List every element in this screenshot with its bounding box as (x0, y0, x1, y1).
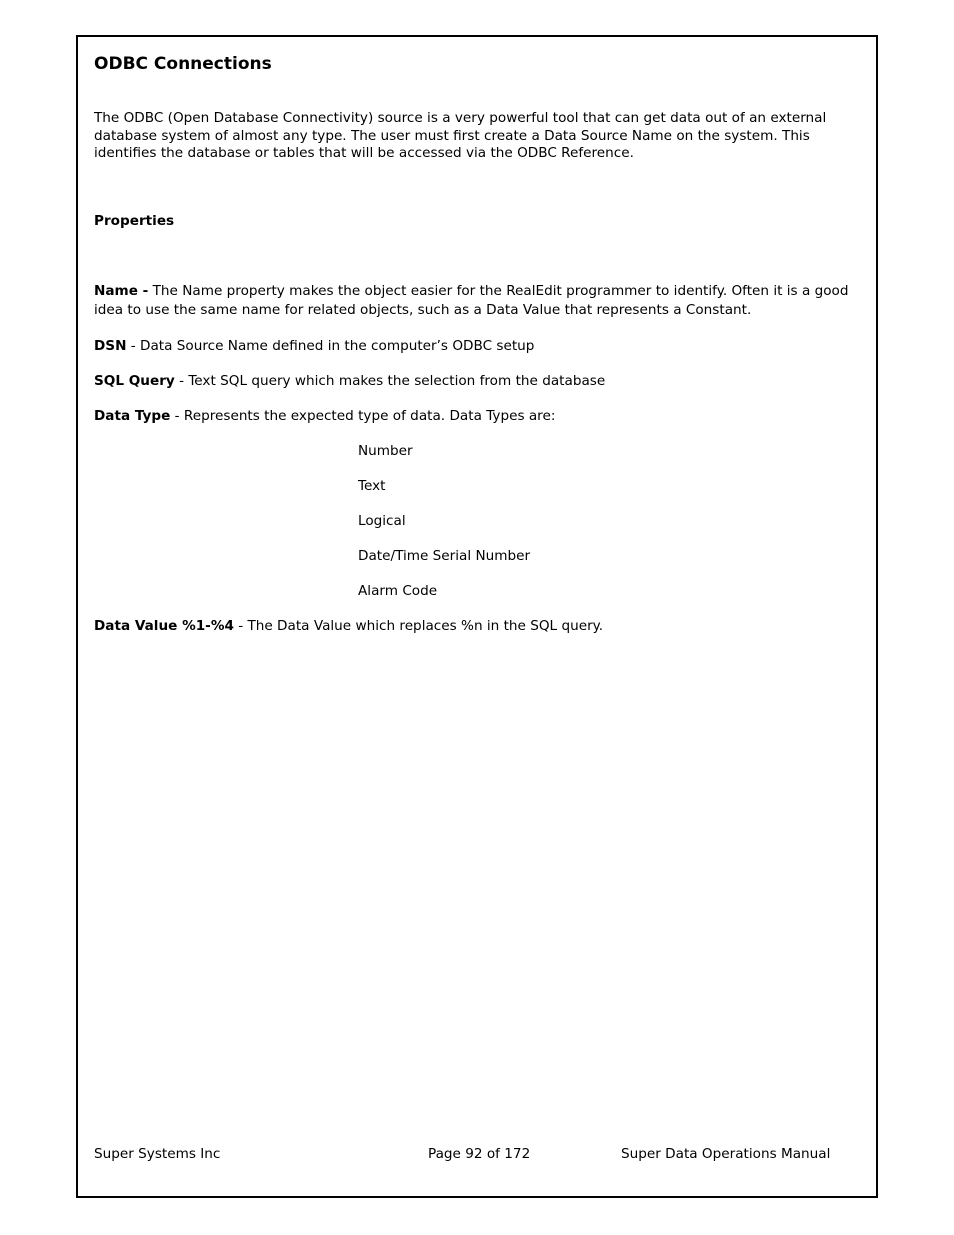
data-type-item: Logical (358, 513, 406, 529)
property-sql-query-text: - Text SQL query which makes the selection from the database (174, 373, 606, 389)
data-type-item: Number (358, 443, 413, 459)
property-dsn-label: DSN (94, 338, 127, 354)
footer-page-number: Page 92 of 172 (428, 1146, 531, 1162)
footer-manual-title: Super Data Operations Manual (621, 1146, 831, 1162)
property-data-type (94, 407, 858, 426)
data-type-list (358, 442, 530, 617)
property-data-value-text: - The Data Value which replaces %n in the SQL query. (233, 618, 604, 634)
property-dsn (94, 337, 858, 356)
data-type-item: Text (358, 478, 386, 494)
page-frame (76, 35, 878, 1198)
page-title: ODBC Connections (94, 54, 272, 74)
property-data-type-label: Data Type (94, 408, 171, 424)
footer-company: Super Systems Inc (94, 1146, 221, 1162)
property-data-type-text: - Represents the expected type of data. Data Types are: (170, 408, 556, 424)
property-name-label: Name - (94, 283, 149, 299)
properties-heading: Properties (94, 213, 175, 229)
intro-paragraph: The ODBC (Open Database Connectivity) source is a very powerful tool that can get data out of an external database system of almost any type. The user must first create a Data Source Name on the system. This identifies the database or tables that will be accessed via the ODBC Reference. (94, 110, 827, 161)
property-data-value (94, 617, 858, 636)
property-name-text: The Name property makes the object easier for the RealEdit programmer to identify. Often it is a good idea to use the same name for related objects, such as a Data Value that represents a Constant. (94, 283, 849, 318)
property-name (94, 282, 858, 320)
data-type-item: Alarm Code (358, 583, 438, 599)
property-sql-query-label: SQL Query (94, 373, 175, 389)
data-type-item: Date/Time Serial Number (358, 548, 531, 564)
property-data-value-label: Data Value %1-%4 (94, 618, 234, 634)
property-sql-query (94, 372, 858, 391)
property-dsn-text: - Data Source Name defined in the computer’s ODBC setup (126, 338, 535, 354)
